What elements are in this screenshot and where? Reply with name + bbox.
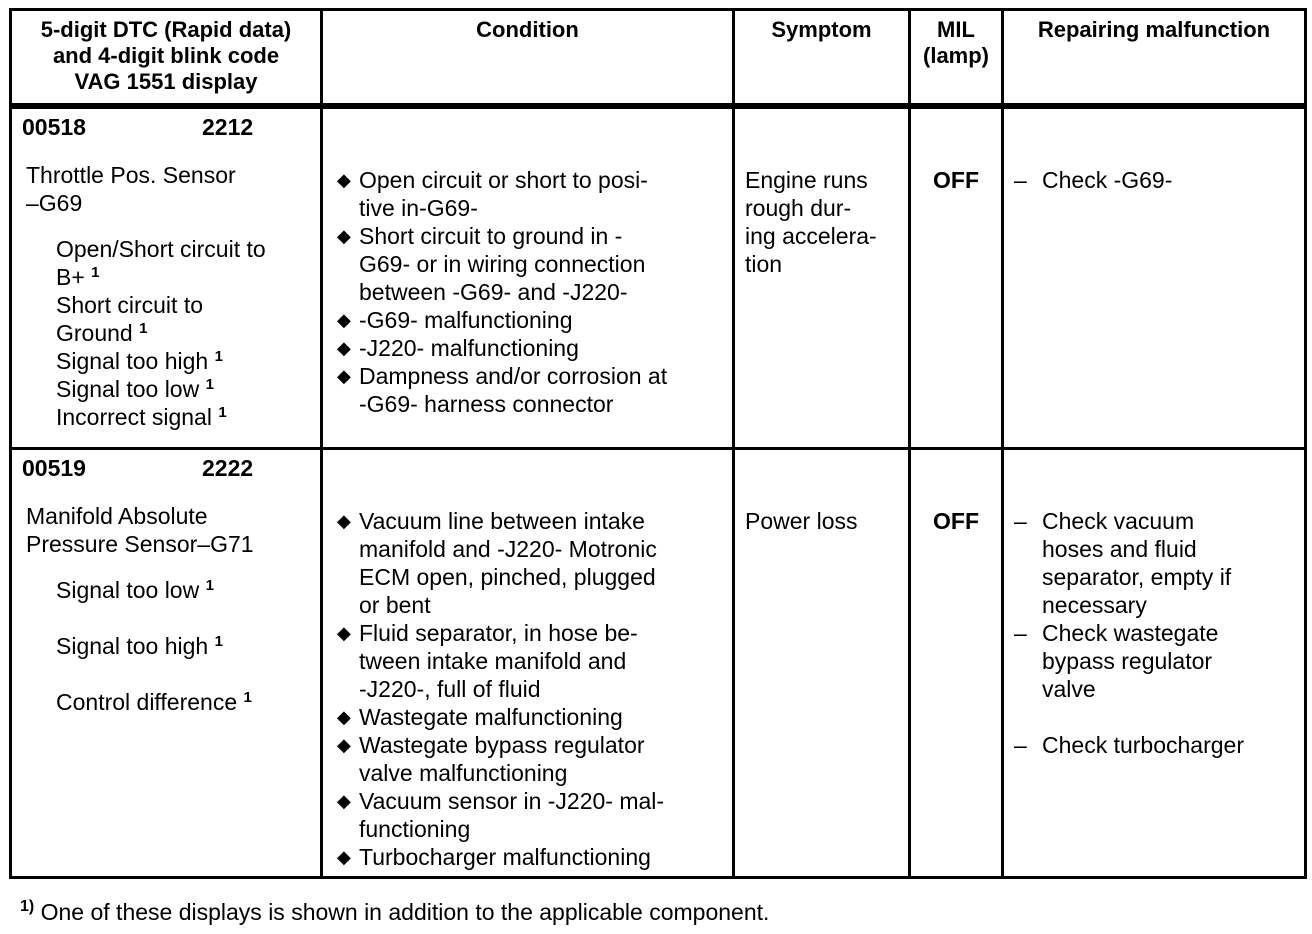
diamond-bullet-icon: ◆ xyxy=(337,310,351,330)
header-condition: Condition xyxy=(322,10,734,107)
fault-list xyxy=(22,576,314,716)
dash-bullet-icon: – xyxy=(1014,167,1027,193)
condition-item: ◆ -J220- malfunctioning xyxy=(337,335,579,361)
header-dtc: 5-digit DTC (Rapid data) and 4-digit blink code VAG 1551 display xyxy=(11,10,322,107)
footnote-ref: 1 xyxy=(205,376,214,393)
repair-cell xyxy=(1003,449,1306,878)
dash-bullet-icon: – xyxy=(1014,732,1027,758)
repair-item: – Check wastegate bypass regulator valve xyxy=(1014,620,1219,702)
mil-cell: OFF xyxy=(910,449,1003,878)
repair-item: – Check turbocharger xyxy=(1014,732,1244,758)
condition-item: ◆ Wastegate bypass regulator valve malfunctioning xyxy=(337,732,645,786)
blink-code: 2212 xyxy=(202,114,254,140)
fault-item: Incorrect signal $^1$ xyxy=(56,404,227,430)
dtc-code: 00518 xyxy=(22,114,86,140)
footnote-ref: 1 xyxy=(91,264,100,281)
condition-item: ◆ Open circuit or short to posi- tive in-G69- xyxy=(337,167,648,221)
diamond-bullet-icon: ◆ xyxy=(337,170,351,190)
blink-code: 2222 xyxy=(202,455,254,481)
condition-item: ◆ Short circuit to ground in - G69- or in wiring connection between -G69- and -J220- xyxy=(337,223,646,305)
footnote-ref: 1 xyxy=(218,404,227,421)
diamond-bullet-icon: ◆ xyxy=(337,623,351,643)
diamond-bullet-icon: ◆ xyxy=(337,735,351,755)
dtc-code: 00519 xyxy=(22,455,86,481)
diamond-bullet-icon: ◆ xyxy=(337,511,351,531)
symptom-cell: Engine runs rough dur- ing accelera- tion xyxy=(734,106,910,449)
diamond-bullet-icon: ◆ xyxy=(337,366,351,386)
fault-item: Signal too high $^1$ xyxy=(56,348,223,374)
footnote-ref: 1 xyxy=(205,577,214,594)
diamond-bullet-icon: ◆ xyxy=(337,791,351,811)
component-name: Throttle Pos. Sensor –G69 xyxy=(26,162,236,216)
header-mil: MIL (lamp) xyxy=(910,10,1003,107)
fault-list xyxy=(22,235,314,431)
code-line xyxy=(22,113,314,141)
dtc-cell xyxy=(11,449,322,878)
repair-item: – Check vacuum hoses and fluid separator, empty if necessary xyxy=(1014,508,1232,618)
fault-item: Signal too low $^1$ xyxy=(56,376,214,402)
table-header-row xyxy=(11,10,1306,107)
header-repairing: Repairing malfunction xyxy=(1003,10,1306,107)
dash-bullet-icon: – xyxy=(1014,620,1027,646)
footnote-ref: 1 xyxy=(243,689,252,706)
code-line xyxy=(22,454,314,482)
dash-bullet-icon: – xyxy=(1014,508,1027,534)
diamond-bullet-icon: ◆ xyxy=(337,707,351,727)
repair-cell xyxy=(1003,106,1306,449)
condition-cell xyxy=(322,449,734,878)
component-name: Manifold Absolute Pressure Sensor–G71 xyxy=(26,503,254,557)
footnote-text: One of these displays is shown in addition to the applicable component. xyxy=(40,899,770,925)
dtc-cell xyxy=(11,106,322,449)
header-symptom: Symptom xyxy=(734,10,910,107)
fault-item: Control difference $^1$ xyxy=(56,689,252,715)
footnote-ref: 1 xyxy=(139,320,148,337)
dtc-table xyxy=(9,8,1307,879)
condition-item: ◆ Vacuum sensor in -J220- mal- functioning xyxy=(337,788,665,842)
fault-item: Signal too high $^1$ xyxy=(56,633,223,659)
fault-item: Signal too low $^1$ xyxy=(56,577,214,603)
mil-cell: OFF xyxy=(910,106,1003,449)
footnote-ref: 1 xyxy=(214,348,223,365)
diamond-bullet-icon: ◆ xyxy=(337,338,351,358)
fault-item: Short circuit to Ground $^1$ xyxy=(56,292,203,346)
footnote xyxy=(20,898,769,926)
condition-item: ◆ -G69- malfunctioning xyxy=(337,307,573,333)
condition-item: ◆ Wastegate malfunctioning xyxy=(337,704,623,730)
condition-cell xyxy=(322,106,734,449)
footnote-ref: 1 xyxy=(214,633,223,650)
table-row xyxy=(11,449,1306,878)
condition-item: ◆ Vacuum line between intake manifold and -J220- Motronic ECM open, pinched, plugged or bent xyxy=(337,508,657,618)
footnote-mark: 1) xyxy=(20,898,35,915)
symptom-cell: Power loss xyxy=(734,449,910,878)
diamond-bullet-icon: ◆ xyxy=(337,847,351,867)
condition-item: ◆ Dampness and/or corrosion at -G69- harness connector xyxy=(337,363,668,417)
diamond-bullet-icon: ◆ xyxy=(337,226,351,246)
fault-item: Open/Short circuit to B+ $^1$ xyxy=(56,236,266,290)
repair-item: – Check -G69- xyxy=(1014,167,1173,193)
table-row xyxy=(11,106,1306,449)
condition-item: ◆ Fluid separator, in hose be- tween intake manifold and -J220-, full of fluid xyxy=(337,620,638,702)
condition-item: ◆ Turbocharger malfunctioning xyxy=(337,844,651,870)
